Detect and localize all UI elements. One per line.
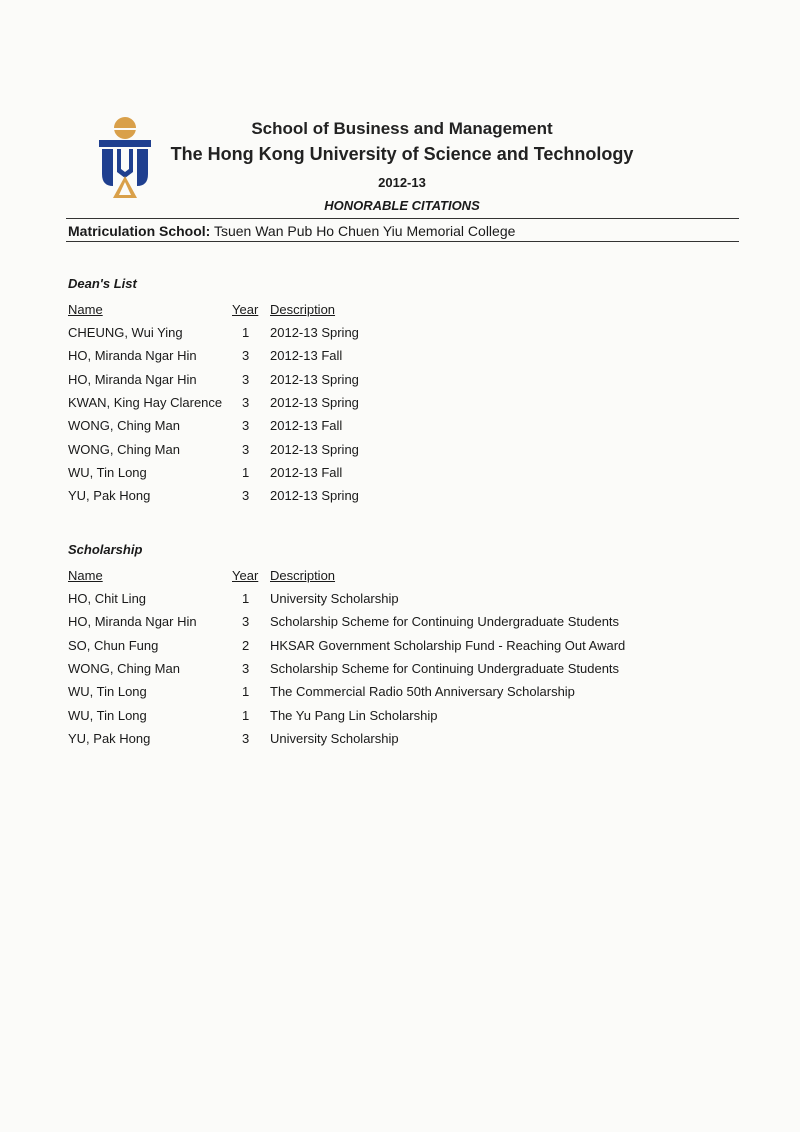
school-name: School of Business and Management <box>251 119 553 138</box>
row-description: 2012-13 Spring <box>270 325 359 340</box>
row-description: 2012-13 Spring <box>270 371 359 387</box>
table-row <box>68 591 688 611</box>
row-description: The Commercial Radio 50th Anniversary Scholarship <box>270 684 575 700</box>
row-year: 3 <box>242 418 250 434</box>
row-description: 2012-13 Spring <box>270 488 359 504</box>
matriculation-label: Matriculation School: <box>68 223 211 239</box>
row-year: 1 <box>242 684 250 700</box>
row-year: 1 <box>242 325 250 340</box>
row-name: CHEUNG, Wui Ying <box>68 325 183 340</box>
table-row <box>68 614 688 634</box>
matriculation-value: Tsuen Wan Pub Ho Chuen Yiu Memorial College <box>213 223 516 239</box>
row-description: 2012-13 Fall <box>270 418 343 434</box>
row-year: 3 <box>242 660 250 676</box>
row-description: University Scholarship <box>270 730 399 746</box>
row-name: WONG, Ching Man <box>68 441 180 457</box>
row-year: 1 <box>242 591 250 606</box>
table-row <box>68 488 688 508</box>
document-title: HONORABLE CITATIONS <box>324 198 480 213</box>
row-name: SO, Chun Fung <box>68 637 159 653</box>
row-description: 2012-13 Spring <box>270 394 359 410</box>
row-year: 3 <box>242 730 250 746</box>
row-description: 2012-13 Fall <box>270 348 343 364</box>
row-year: 3 <box>242 371 250 387</box>
divider-top <box>66 218 739 219</box>
row-year: 3 <box>242 394 250 410</box>
table-row <box>68 465 688 485</box>
row-name: HO, Miranda Ngar Hin <box>68 348 197 364</box>
university-logo <box>97 116 153 200</box>
table-row <box>68 395 688 415</box>
row-description: Scholarship Scheme for Continuing Undergraduate Students <box>270 614 620 630</box>
deans-list-description-header: Description <box>270 302 336 317</box>
deans-list-name-header: Name <box>68 302 103 317</box>
scholarship-year-header: Year <box>232 568 259 583</box>
row-name: YU, Pak Hong <box>68 488 151 504</box>
table-row <box>68 442 688 462</box>
row-name: HO, Miranda Ngar Hin <box>68 371 197 387</box>
row-description: Scholarship Scheme for Continuing Undergraduate Students <box>270 660 620 676</box>
scholarship-name-header: Name <box>68 568 103 583</box>
table-row <box>68 418 688 438</box>
university-name: The Hong Kong University of Science and Technology <box>170 144 634 164</box>
scholarship-description-header: Description <box>270 568 336 583</box>
row-year: 3 <box>242 348 250 364</box>
scholarship-title: Scholarship <box>68 542 143 557</box>
deans-list-year-header: Year <box>232 302 259 317</box>
academic-year: 2012-13 <box>378 175 426 190</box>
row-name: WU, Tin Long <box>68 684 147 700</box>
row-name: WONG, Ching Man <box>68 418 180 434</box>
deans-list-title: Dean's List <box>68 276 137 291</box>
row-name: WU, Tin Long <box>68 707 147 723</box>
matriculation-school <box>68 223 515 239</box>
row-name: WU, Tin Long <box>68 464 147 480</box>
table-row <box>68 731 688 751</box>
row-year: 1 <box>242 464 250 480</box>
divider-bottom <box>66 241 739 242</box>
row-description: University Scholarship <box>270 591 399 606</box>
row-name: KWAN, King Hay Clarence <box>68 394 223 410</box>
row-name: WONG, Ching Man <box>68 660 180 676</box>
row-name: HO, Chit Ling <box>68 591 147 606</box>
table-row <box>68 348 688 368</box>
row-year: 3 <box>242 488 250 504</box>
table-row <box>68 661 688 681</box>
row-year: 3 <box>242 614 250 630</box>
row-description: HKSAR Government Scholarship Fund - Reaching Out Award <box>270 637 626 653</box>
row-description: 2012-13 Spring <box>270 441 359 457</box>
row-year: 1 <box>242 707 250 723</box>
row-description: The Yu Pang Lin Scholarship <box>270 707 438 723</box>
table-row <box>68 372 688 392</box>
row-name: HO, Miranda Ngar Hin <box>68 614 197 630</box>
row-description: 2012-13 Fall <box>270 464 343 480</box>
table-row <box>68 325 688 345</box>
table-row <box>68 684 688 704</box>
row-year: 3 <box>242 441 250 457</box>
table-row <box>68 638 688 658</box>
row-year: 2 <box>242 637 250 653</box>
table-row <box>68 708 688 728</box>
row-name: YU, Pak Hong <box>68 730 151 746</box>
